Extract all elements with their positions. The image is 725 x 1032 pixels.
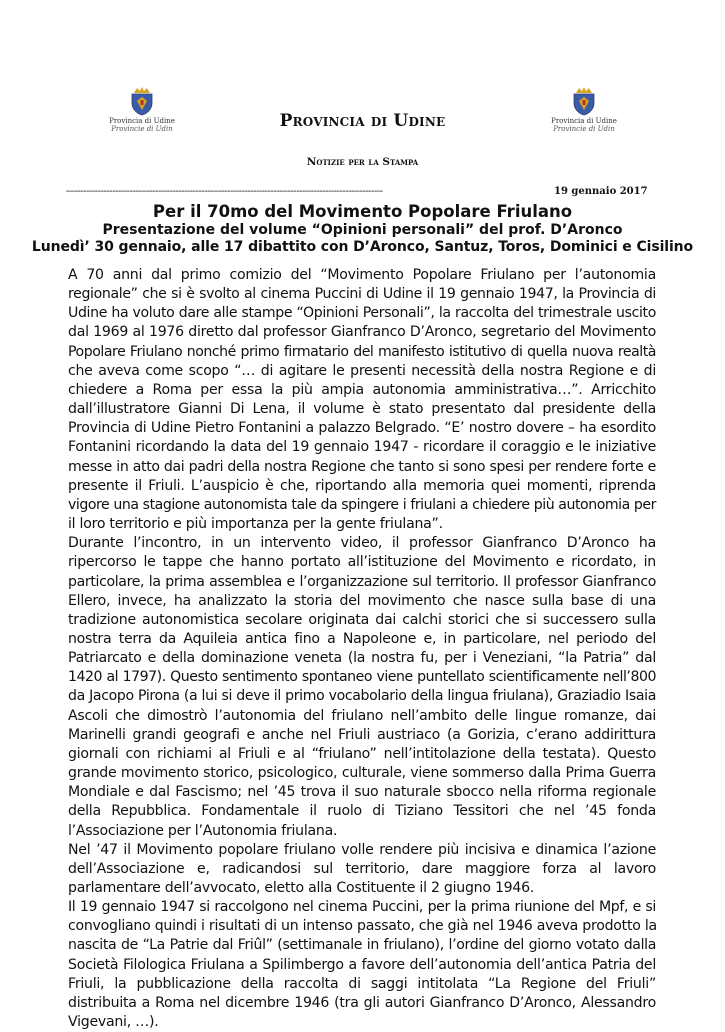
- article-line: Vigevani, …).: [68, 1014, 159, 1031]
- article-paragraph: [68, 534, 656, 841]
- headline-title: Per il 70mo del Movimento Popolare Friulano: [152, 202, 573, 221]
- article-line: Provincia di Udine Pietro Fontanini a palazzo Belgrado. “E’ nostro dovere – ha esordito: [68, 420, 656, 437]
- logo-caption: Provincia di Udine: [109, 117, 175, 125]
- article-line: Mondiale e dal Fascismo; nel ’45 trova il suo naturale sbocco nella riforma regionale: [68, 784, 656, 801]
- article-body: [68, 266, 656, 1032]
- article-line: l’Associazione per l’Autonomia friulana.: [68, 822, 338, 839]
- article-line: Ellero, invece, ha analizzato la storia del movimento che nasce sulla base di una: [68, 592, 656, 609]
- article-line: Friuli, la pubblicazione della raccolta di saggi intitolata “La Regione del Friuli”: [68, 975, 656, 992]
- headline-block: [0, 202, 725, 256]
- article-line: nascita de “La Patrie dal Friûl” (settimanale in friulano), l’ordine del giorno votato dalla: [68, 937, 656, 954]
- article-line: da Jacopo Pirona (a lui si deve il primo vocabolario della lingua friulana), Graziadio Isaia: [68, 688, 656, 705]
- article-line: Udine ha voluto dare alle stampe “Opinioni Personali”, la raccolta del trimestrale uscito: [68, 305, 656, 322]
- headline-subtitle: Presentazione del volume “Opinioni personali” del prof. D’Aronco: [102, 222, 623, 238]
- article-line: regionale” che si è svolto al cinema Puccini di Udine il 19 gennaio 1947, la Provincia di: [68, 286, 656, 303]
- logo-caption-friulian: Provincie di Udin: [553, 125, 615, 133]
- logo-caption-friulian: Provincie di Udin: [111, 125, 173, 133]
- article-line: messe in atto dai padri della nostra Regione che tanto si sono spesi per rendere forte e: [68, 458, 656, 475]
- article-line: ripercorso le tappe che hanno portato all’istituzione del Movimento e ricordato, in: [68, 554, 656, 571]
- article-line: Società Filologica Friulana a Spilimbergo a favore dell’autonomia dell’antica Patria del: [68, 956, 656, 973]
- article-line: Il 19 gennaio 1947 si raccolgono nel cinema Puccini, per la prima riunione del Mpf, e si: [68, 899, 656, 916]
- article-line: presente il Friuli. L’auspicio è che, riportando alla memoria quei momenti, riprenda: [68, 477, 656, 494]
- article-line: Patriarcato e della dominazione veneta (la nostra fu, per i Veneziani, “la Patria” dal: [68, 650, 656, 667]
- article-line: nostra terra da Aquileia antica fino a Napoleone e, in particolare, nel periodo del: [68, 630, 656, 647]
- article-line: della Repubblica. Fondamentale il ruolo di Tiziano Tessitori che nel ’45 fonda: [68, 803, 656, 820]
- article-line: distribuita a Roma nel dicembre 1946 (tra gli autori Gianfranco D’Aronco, Alessandro: [68, 994, 656, 1011]
- article-line: particolare, la prima assemblea e l’organizzazione sul territorio. Il professor Gianfranco: [68, 573, 656, 590]
- article-line: il loro territorio e più importanza per la gente friulana”.: [68, 516, 443, 533]
- article-line: vigore una stagione autonomista tale da spingere i friulani a chiedere più autonomia per: [68, 496, 656, 513]
- press-release-label: Notizie per la Stampa: [306, 156, 419, 168]
- article-line: Popolare Friulano nonché primo firmatario del manifesto istitutivo di quella nuova realtà: [68, 343, 656, 360]
- article-line: dall’illustratore Gianni Di Lena, il volume è stato presentato dal presidente della: [68, 401, 656, 418]
- article-line: Durante l’incontro, in un intervento video, il professor Gianfranco D’Aronco ha: [68, 535, 656, 552]
- article-line: chiedere a Roma per essa la più ampia autonomia amministrativa…”. Arricchito: [68, 381, 656, 398]
- article-line: tradizione autonomistica secolare originata dai calchi storici che si successero sulla: [68, 611, 656, 628]
- separator-line: --------------------------------------------------------------------------------------------------------------: [66, 186, 383, 197]
- article-paragraph: [68, 841, 656, 898]
- article-line: Fontanini ricordando la data del 19 gennaio 1947 - ricordare il coraggio e le iniziative: [68, 439, 656, 456]
- article-line: che aveva come scopo “… di agitare le presenti necessità della nostra Regione e di: [68, 362, 656, 379]
- article-line: grande movimento storico, psicologico, culturale, viene sommerso dalla Prima Guerra: [68, 765, 656, 782]
- page-title: Provincia di Udine: [279, 111, 446, 131]
- article-line: dal 1969 al 1976 diretto dal professor Gianfranco D’Aronco, segretario del Movimento: [68, 324, 656, 341]
- logo-caption: Provincia di Udine: [551, 117, 617, 125]
- article-line: Nel ’47 il Movimento popolare friulano volle rendere più incisiva e dinamica l’azione: [68, 841, 656, 858]
- article-line: 1420 al 1797). Questo sentimento spontaneo viene puntellato scientificamente nell’800: [68, 669, 656, 686]
- article-paragraph: [68, 266, 656, 534]
- article-line: convogliano quindi i risultati di un intenso passato, che già nel 1946 aveva prodotto la: [68, 918, 657, 935]
- article-line: parlamentare dell’avvocato, eletto alla Costituente il 2 giugno 1946.: [68, 880, 535, 896]
- article-line: dell’Associazione e, radicandosi sul territorio, dare maggiore forza al lavoro: [68, 860, 656, 877]
- article-line: A 70 anni dal primo comizio del “Movimento Popolare Friulano per l’autonomia: [68, 267, 656, 283]
- article-paragraph: [68, 898, 656, 1032]
- article-line: Marinelli grandi geografi e anche nel Friuli austriaco (a Gorizia, c’erano addirittura: [68, 726, 656, 743]
- article-line: Ascoli che dimostrò l’autonomia del friulano nell’ambito delle lingue romanze, dai: [68, 707, 656, 724]
- release-date: 19 gennaio 2017: [554, 186, 648, 197]
- article-line: giornali con richiami al Friuli e al “friulano” nell’intitolazione della testata). Questo: [68, 745, 656, 762]
- headline-event: Lunedì’ 30 gennaio, alle 17 dibattito con D’Aronco, Santuz, Toros, Dominici e Cisilino: [31, 239, 694, 255]
